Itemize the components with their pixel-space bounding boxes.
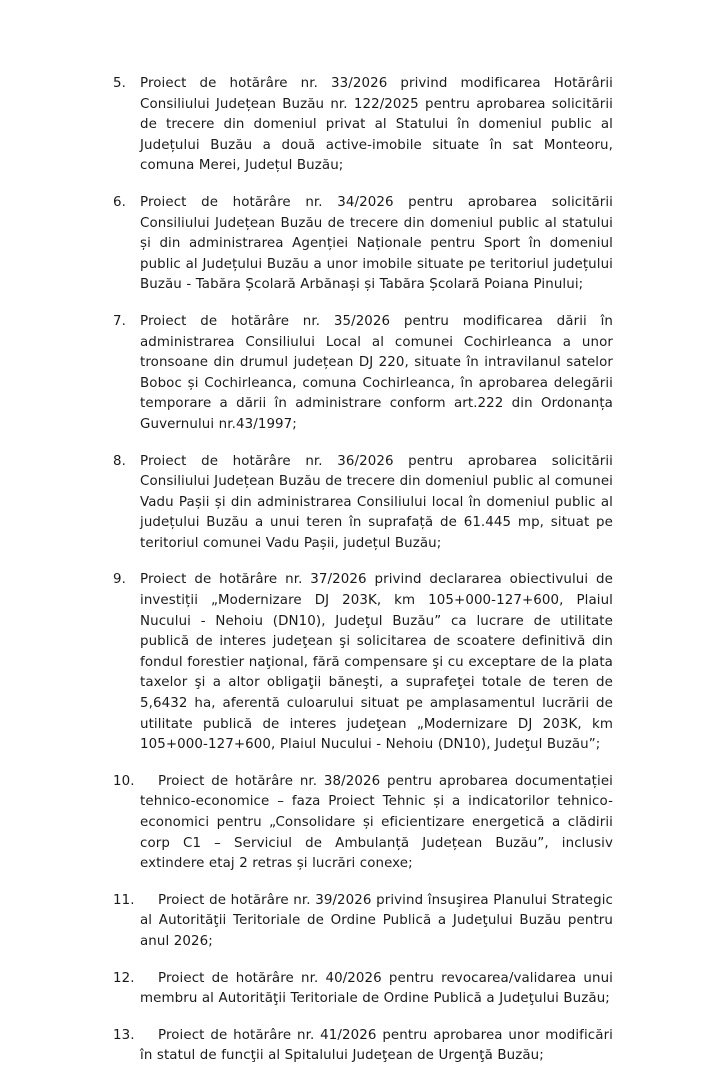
agenda-item (113, 452, 613, 555)
agenda-item-text: Proiect de hotărâre nr. 40/2026 pentru revocarea/validarea unui membru al Autorităţii Teritoriale de Ordine Publică a Judeţului Buzău; (140, 970, 613, 1007)
agenda-item-text: Proiect de hotărâre nr. 36/2026 pentru aprobarea solicitării Consiliului Județean Buzău de trecere din domeniul public al comunei Vadu Pașii și din administrarea Consiliului local în domeniul public al județului Buzău a unui teren în suprafață de 61.445 mp, situat pe teritoriul comunei Vadu Pașii, județul Buzău; (140, 453, 613, 551)
agenda-item-text: Proiect de hotărâre nr. 34/2026 pentru aprobarea solicitării Consiliului Județean Buzău de trecere din domeniul public al statului și din administrarea Agenției Naționale pentru Sport în domeniul public al Județului Buzău a unor imobile situate pe teritoriul județului Buzău - Tabăra Școlară Arbănași și Tabăra Școlară Poiana Pinului; (140, 194, 613, 293)
agenda-item-text: Proiect de hotărâre nr. 33/2026 privind modificarea Hotărârii Consiliului Județean Buzău nr. 122/2025 pentru aprobarea solicitării de trecere din domeniul privat al Statului în domeniul public al Județului Buzău a două active-imobile situate în sat Monteoru, comuna Merei, Județul Buzău; (140, 76, 613, 174)
agenda-item-text: Proiect de hotărâre nr. 41/2026 pentru aprobarea unor modificări în statul de funcţii al Spitalului Judeţean de Urgenţă Buzău; (140, 1027, 613, 1064)
agenda-item (113, 74, 613, 177)
agenda-item (113, 772, 613, 875)
agenda-item (113, 570, 613, 755)
agenda-item-text: Proiect de hotărâre nr. 37/2026 privind declararea obiectivului de investiții „Modernizare DJ 203K, km 105+000-127+600, Plaiul Nucului - Nehoiu (DN10), Judeţul Buzău” ca lucrare de utilitate publică de interes judeţean şi solicitarea de scoatere definitivă din fondul forestier naţional, fără compensare şi cu exceptare de la plata taxelor şi a altor obligaţii băneşti, a suprafeţei totale de teren de 5,6432 ha, aferentă culoarului situat pe amplasamentul lucrării de utilitate publică de interes judeţean „Modernizare DJ 203K, km 105+000-127+600, Plaiul Nucului - Nehoiu (DN10), Judeţul Buzău”; (140, 572, 613, 753)
agenda-item-text: Proiect de hotărâre nr. 35/2026 pentru modificarea dării în administrarea Consiliului Local al comunei Cochirleanca a unor tronsoane din drumul județean DJ 220, situate în intravilanul satelor Boboc și Cochirleanca, comuna Cochirleanca, în aprobarea delegării temporare a dării în administrare conform art.222 din Ordonanța Guvernului nr.43/1997; (140, 313, 613, 432)
agenda-item-text: Proiect de hotărâre nr. 38/2026 pentru aprobarea documentației tehnico-economice – faza Proiect Tehnic și a indicatorilor tehnico-economici pentru „Consolidare și eficientizare energetică a clădirii corp C1 – Serviciul de Ambulanță Județean Buzău”, inclusiv extindere etaj 2 retras și lucrări conexe; (140, 773, 613, 872)
agenda-item-number: 5. (113, 76, 126, 91)
agenda-item-number: 9. (113, 572, 126, 588)
agenda-item-number: 8. (113, 453, 126, 469)
agenda-item (113, 969, 613, 1010)
agenda-item-number: 7. (113, 313, 126, 329)
agenda-item-text: Proiect de hotărâre nr. 39/2026 privind însuşirea Planului Strategic al Autorităţii Teritoriale de Ordine Publică a Judeţului Buzău pentru anul 2026; (140, 892, 613, 949)
agenda-item (113, 193, 613, 296)
agenda-item-number: 10. (113, 773, 135, 789)
agenda-item-number: 13. (113, 1027, 135, 1043)
agenda-item-number: 6. (113, 194, 126, 210)
agenda-item-number: 12. (113, 970, 135, 986)
agenda-item (113, 312, 613, 436)
agenda-item (113, 891, 613, 953)
agenda-item (113, 1026, 613, 1067)
agenda-item-number: 11. (113, 892, 135, 908)
agenda-item-list (113, 74, 613, 1067)
